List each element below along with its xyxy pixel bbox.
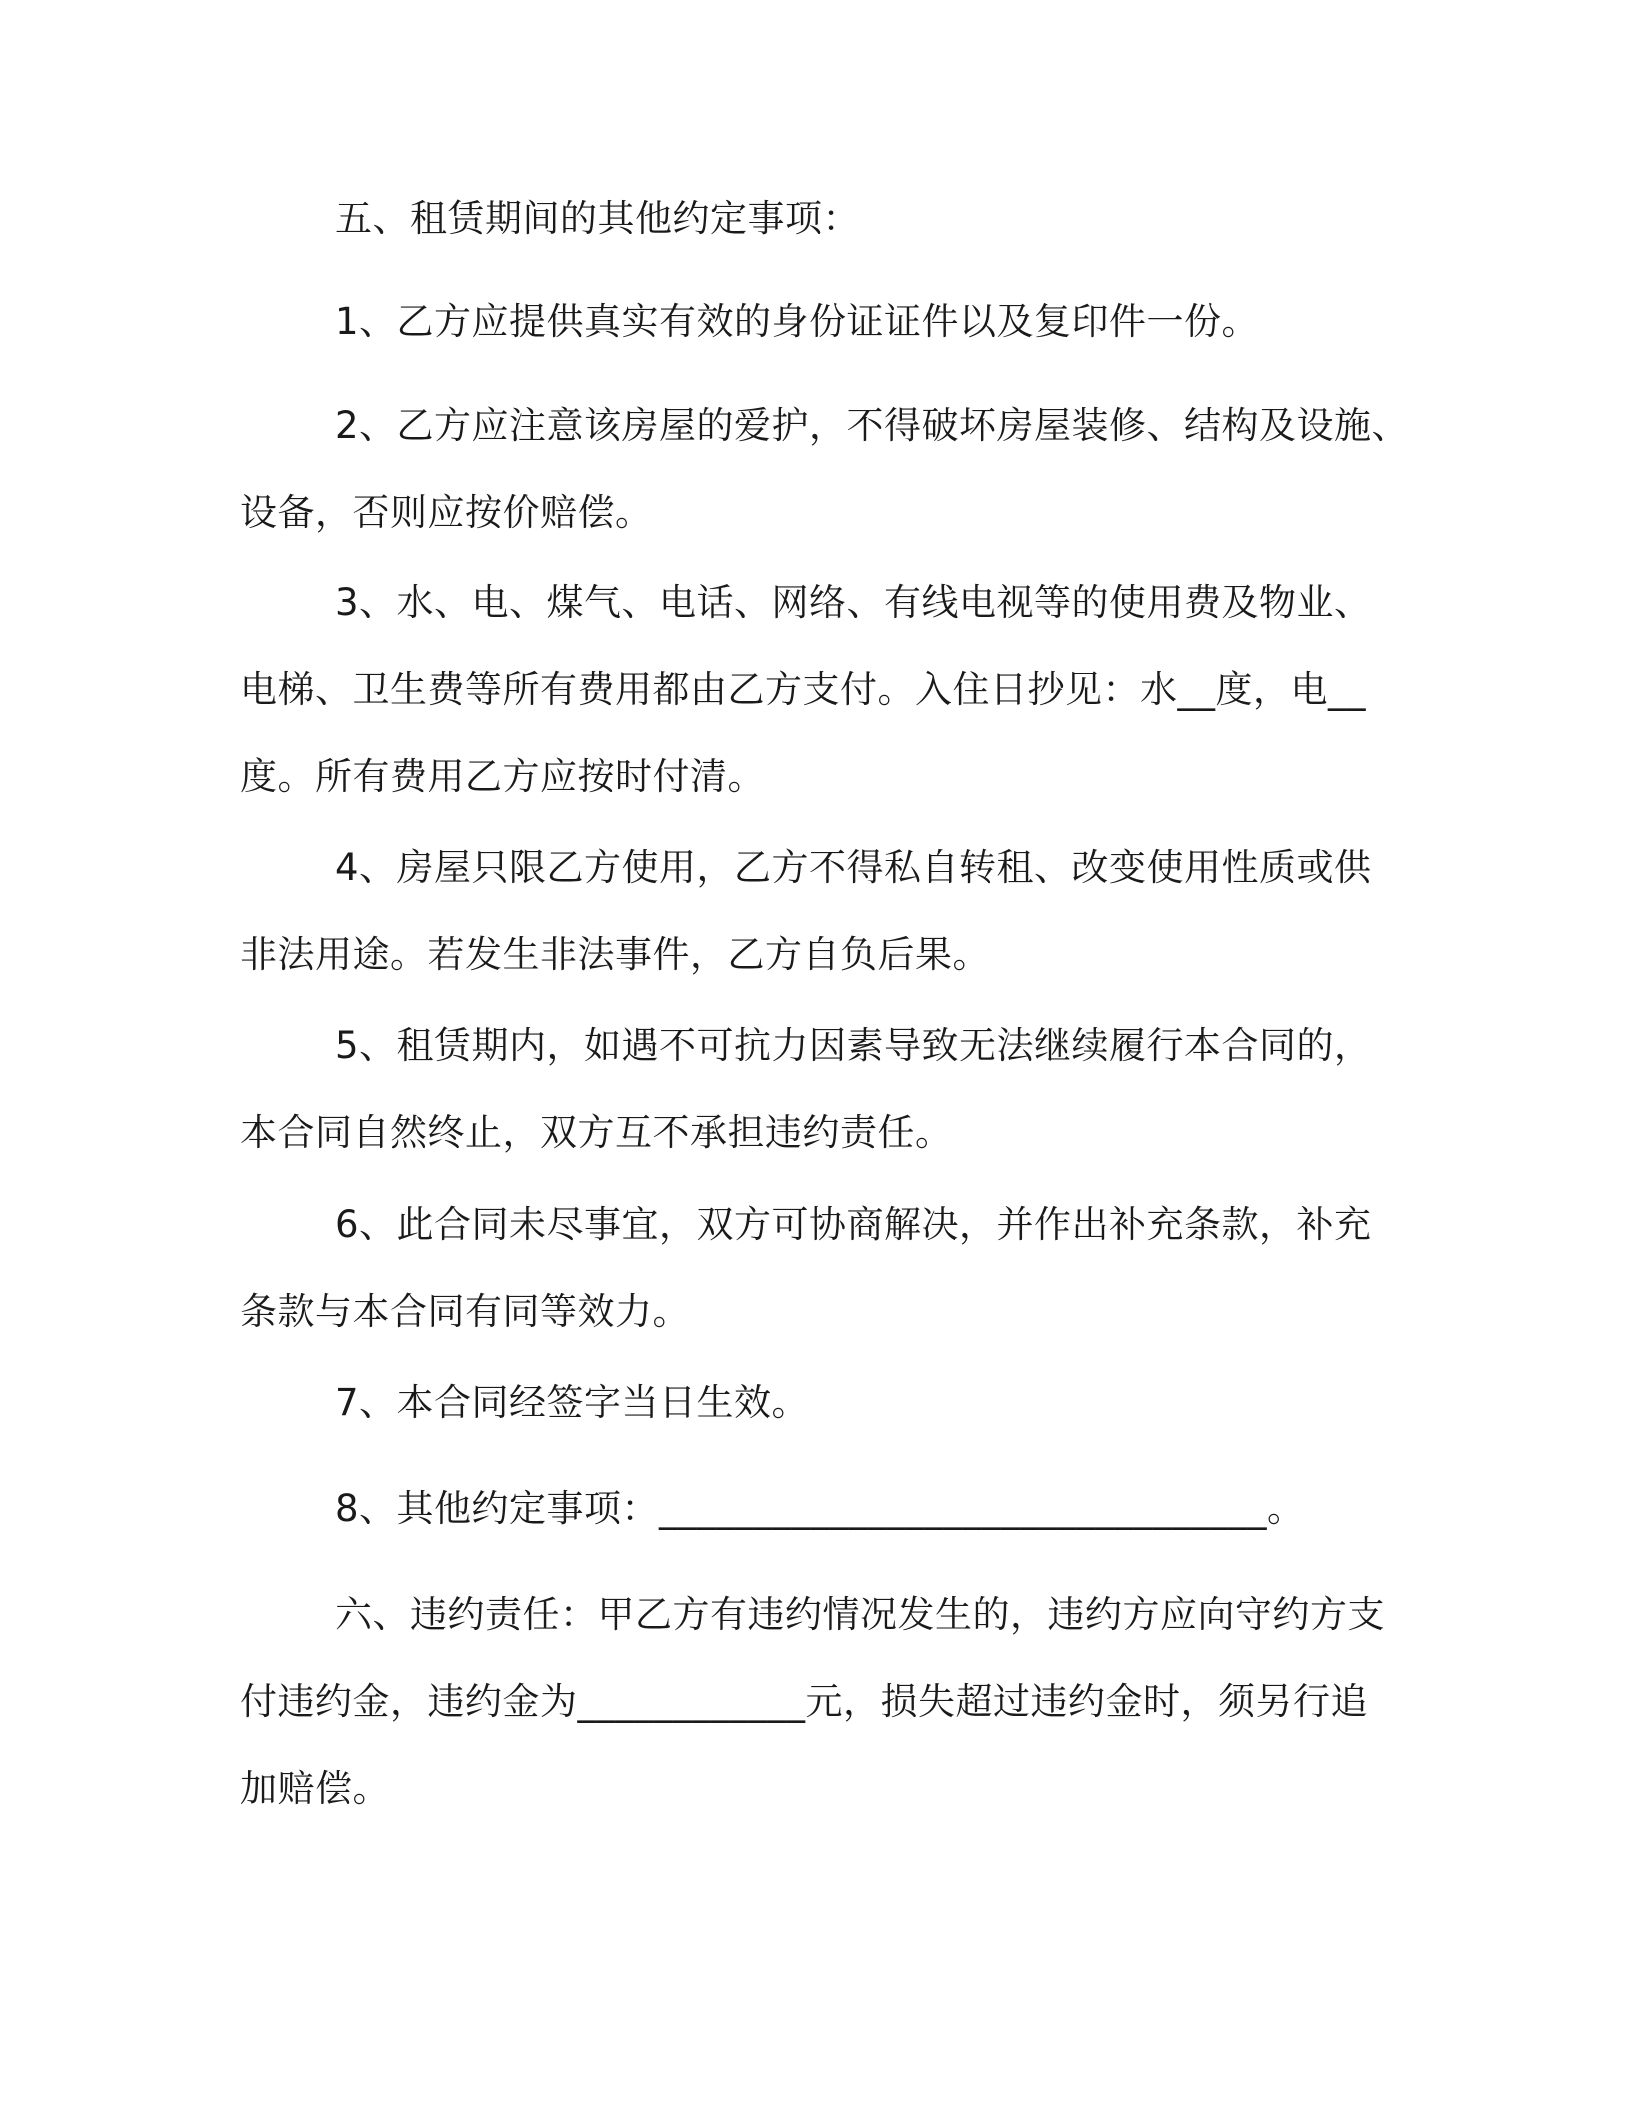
clause-5 <box>240 1024 1400 1154</box>
text-line: 电梯、卫生费等所有费用都由乙方支付。入住日抄见：水__度，电__ <box>240 668 1366 711</box>
text-line: 本合同自然终止，双方互不承担违约责任。 <box>240 1111 953 1154</box>
section-5-heading <box>240 197 1400 240</box>
text-line: 非法用途。若发生非法事件，乙方自负后果。 <box>240 933 990 976</box>
text-line: 六、违约责任：甲乙方有违约情况发生的，违约方应向守约方支 <box>335 1593 1385 1636</box>
text-line: 设备，否则应按价赔偿。 <box>240 491 653 534</box>
text-line: 6、此合同未尽事宜，双方可协商解决，并作出补充条款，补充 <box>335 1203 1372 1246</box>
clause-6 <box>240 1203 1400 1333</box>
text-line: 3、水、电、煤气、电话、网络、有线电视等的使用费及物业、 <box>335 581 1372 624</box>
clause-4 <box>240 846 1400 976</box>
text-line: 4、房屋只限乙方使用，乙方不得私自转租、改变使用性质或供 <box>335 846 1372 889</box>
text-line: 2、乙方应注意该房屋的爱护，不得破坏房屋装修、结构及设施、 <box>335 404 1410 447</box>
text-line: 度。所有费用乙方应按时付清。 <box>240 755 765 798</box>
clause-2 <box>240 404 1410 534</box>
section-6-liability <box>240 1593 1400 1810</box>
clause-1 <box>240 300 1400 343</box>
clause-8 <box>240 1487 1400 1530</box>
text-line: 加赔偿。 <box>240 1767 390 1810</box>
text-line: 1、乙方应提供真实有效的身份证证件以及复印件一份。 <box>335 300 1260 343</box>
clause-3 <box>240 581 1400 798</box>
clause-7 <box>240 1381 1400 1424</box>
text-line: 条款与本合同有同等效力。 <box>240 1290 690 1333</box>
text-line: 8、其他约定事项：________________________________。 <box>335 1487 1305 1530</box>
text-line: 5、租赁期内，如遇不可抗力因素导致无法继续履行本合同的， <box>335 1024 1372 1067</box>
text-line: 付违约金，违约金为____________元，损失超过违约金时，须另行追 <box>240 1680 1368 1723</box>
text-line: 五、租赁期间的其他约定事项： <box>335 197 860 240</box>
text-line: 7、本合同经签字当日生效。 <box>335 1381 810 1424</box>
